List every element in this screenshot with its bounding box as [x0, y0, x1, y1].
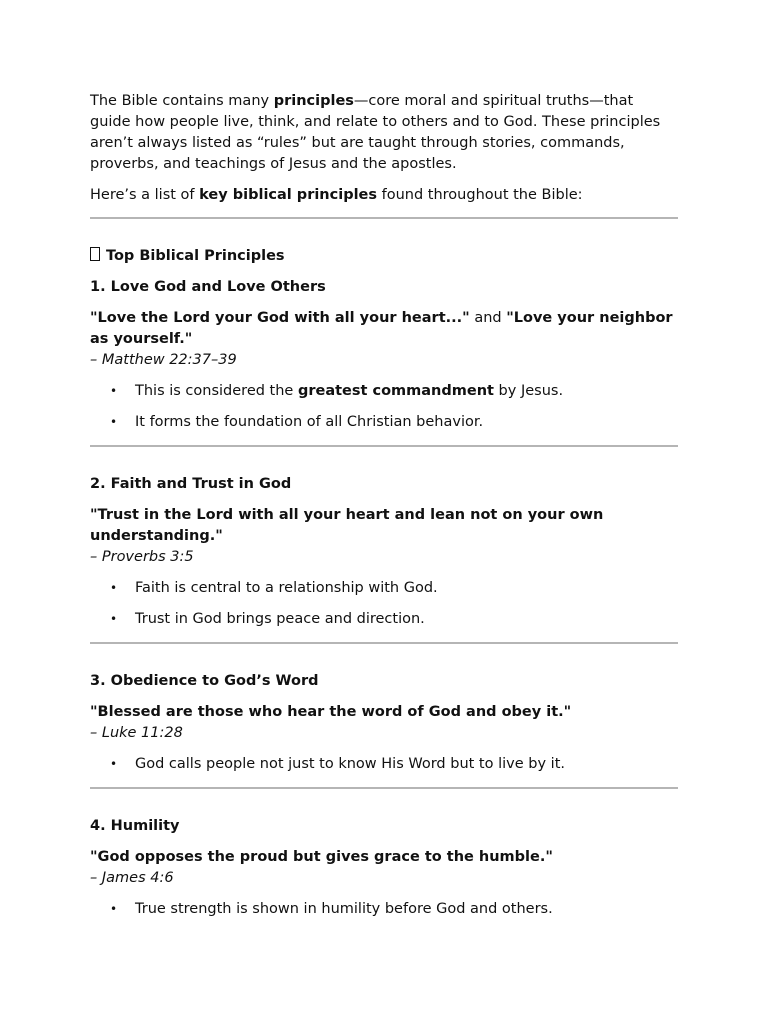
principle-section-2 [90, 474, 678, 630]
bullet-bold-term: greatest commandment [297, 383, 494, 399]
divider [90, 445, 678, 447]
scripture-quote: "God opposes the proud but gives grace to the humble." [90, 849, 553, 865]
bullet-list [90, 754, 678, 775]
scripture-quote: "Blessed are those who hear the word of God and obey it." [90, 704, 572, 720]
section-title: 2. Faith and Trust in God [90, 476, 292, 492]
scripture-reference: – Proverbs 3:5 [90, 549, 194, 565]
quote-connector: and [469, 310, 507, 326]
section-title: 4. Humility [90, 818, 180, 834]
bullet-text-continued: by Jesus. [493, 383, 564, 399]
lead-text-continued: found throughout the Bible: [377, 187, 583, 203]
main-heading-text: Top Biblical Principles [106, 248, 285, 264]
bullet-text: This is considered the [135, 383, 298, 399]
section-title: 1. Love God and Love Others [90, 279, 326, 295]
intro-paragraph [90, 91, 678, 175]
divider [90, 787, 678, 789]
list-item [90, 381, 678, 402]
principle-section-4 [90, 816, 678, 920]
principle-section-1 [90, 277, 678, 433]
list-item: • True strength is shown in humility before God and others. [90, 899, 678, 920]
main-heading [90, 246, 678, 267]
intro-bold-term: principles [273, 93, 354, 109]
scripture-quote [90, 308, 678, 350]
scripture-reference: – Luke 11:28 [90, 725, 183, 741]
quote-part-a: "Love the Lord your God with all your heart..." [90, 310, 470, 326]
list-item: • God calls people not just to know His Word but to live by it. [90, 754, 678, 775]
quote-part-b: "Love your neighbor as yourself." [90, 310, 673, 347]
intro-text: The Bible contains many [90, 93, 274, 109]
list-item: • It forms the foundation of all Christian behavior. [90, 412, 678, 433]
scripture-reference: – James 4:6 [90, 870, 174, 886]
lead-paragraph [90, 185, 678, 206]
list-item: • Faith is central to a relationship with God. [90, 578, 678, 599]
scripture-quote: "Trust in the Lord with all your heart and lean not on your own understanding." [90, 507, 604, 544]
lead-text: Here’s a list of [90, 187, 200, 203]
scripture-reference: – Matthew 22:37–39 [90, 352, 237, 368]
book-icon [90, 247, 100, 261]
bullet-list [90, 381, 678, 433]
list-item: • Trust in God brings peace and direction. [90, 609, 678, 630]
divider [90, 217, 678, 219]
divider [90, 642, 678, 644]
principle-section-3 [90, 671, 678, 775]
intro-text-continued: —core moral and spiritual truths—that guide how people live, think, and relate to others and to God. These principles aren’t always listed as “rules” but are taught through stories, commands, proverbs, and teachings of Jesus and the apostles. [90, 93, 661, 172]
lead-bold-term: key biblical principles [199, 187, 378, 203]
section-title: 3. Obedience to God’s Word [90, 673, 319, 689]
bullet-list [90, 899, 678, 920]
document-page [90, 0, 678, 920]
bullet-list [90, 578, 678, 630]
